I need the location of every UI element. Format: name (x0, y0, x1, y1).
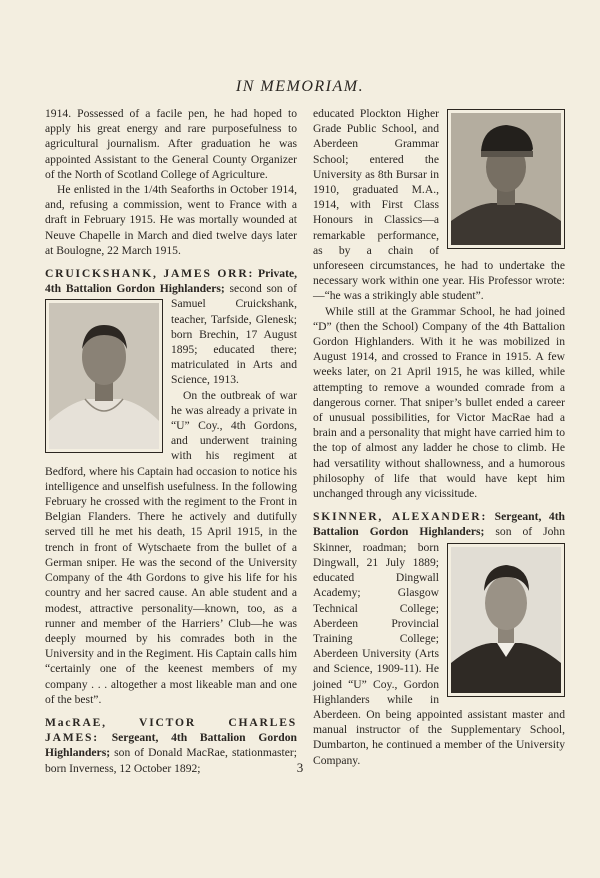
portrait-image (451, 113, 561, 245)
entry-text: educated Plockton Higher Grade Public School, and Aberdeen Grammar School; entered the University as 8th Bursar in 1910, graduated M.A., 1914, with First Class Honours in Classics—a remarkable performance, as by a chain of unforeseen circumstances, he had to undertake the necessary work within one year. His Professor wrote:—“he was a strikingly able student”. (313, 107, 565, 303)
entry-name: CRUICKSHANK, JAMES ORR: (45, 267, 255, 281)
entry-name: SKINNER, ALEXANDER: (313, 510, 488, 524)
carryover-paragraph-2: He enlisted in the 1/4th Seaforths in October 1914, and, refusing a commission, went to France with a draft in February 1915. He was mortally wounded at Neuve Chapelle in March and died twelve days later at Boulogne, 22 March 1915. (45, 183, 297, 257)
entry-text: second son of Samuel Cruickshank, teacher, Tarfside, Glenesk; born Brechin, 17 August 1895; educated there; matriculated in Arts and Science, 1913. (171, 282, 297, 387)
portrait-image (49, 303, 159, 449)
entry-text: son of John Skinner, roadman; born Dingwall, 21 July 1889; educated Dingwall Academy; Glasgow Technical College; Aberdeen Provincial Training College; Aberdeen University (Arts and Science, 1909-11). He joined “U” Coy., Gordon Highlanders while in Aberdeen. On being appointed assistant master and manual instructor of the Supplementary School, Dumbarton, he continued a member of the University Company. (313, 525, 565, 767)
page-number: 3 (296, 760, 304, 775)
portrait-photo-skinner (447, 543, 565, 697)
page-header: IN MEMORIAM. (235, 78, 365, 95)
entry-rank: Private, 4th Battalion Gordon Highlanders; (45, 267, 297, 296)
left-column (45, 106, 297, 776)
portrait-photo-cruickshank (45, 299, 163, 453)
entry-skinner (313, 509, 565, 767)
portrait-image (451, 547, 561, 693)
entry-cruickshank (45, 266, 297, 388)
entry-name: MacRAE, VICTOR CHARLES JAMES: (45, 715, 297, 745)
right-column (313, 106, 565, 768)
entry-macrae-continued (313, 106, 565, 304)
entry-text-2: While still at the Grammar School, he had joined “D” (then the School) Company of the 4th Battalion Gordon Highlanders. With it he was mobilized in August 1914, and crossed to France in 1915. A few weeks later, on 21 April 1915, he was killed, while attempting to remove a wounded comrade from a dangerous corner. That sniper’s bullet ended a career of unusual possibilities, for Victor MacRae had a brain and a personality that might have carried him to the top of almost any ladder he chose to climb. He had versatility without shallowness, and a humorous philosophy of life that would have kept him unchanged through any vicissitude. (313, 304, 565, 501)
entry-rank: Sergeant, 4th Battalion Gordon Highlanders; (313, 510, 565, 539)
entry-rank: Sergeant, 4th Battalion Gordon Highlanders; (45, 731, 297, 760)
entry-text-2: On the outbreak of war he was already a private in “U” Coy., 4th Gordons, and underwent training with his regiment at Bedford, where his Captain had occasion to notice his intelligence and unselfish usefulness. In the following February he crossed with the regiment to the Front in Belgian Flanders. There he actively and dutifully served till he met his death, 15 April 1915, in the trench in front of Wytschaete from the bullet of a German sniper. He was the second of the University Company of the 4th Gordons to give his life for his country and her sacred cause. An able student and a modest, attractive personality—known, too, as a runner and member of the Harriers’ Club—he was deeply mourned by his comrades both in the University and in the Regiment. His Captain calls him “certainly one of the keenest members of my company . . . altogether a most likeable man and one of the best”. (45, 388, 297, 706)
portrait-photo-macrae (447, 109, 565, 249)
entry-text: son of Donald MacRae, stationmaster; born Inverness, 12 October 1892; (45, 746, 297, 775)
carryover-paragraph: 1914. Possessed of a facile pen, he had hoped to apply his great energy and rare purposefulness to agricultural journalism. After graduation he was appointed Assistant to the General County Organizer of the North of Scotland College of Agriculture. (45, 107, 297, 181)
